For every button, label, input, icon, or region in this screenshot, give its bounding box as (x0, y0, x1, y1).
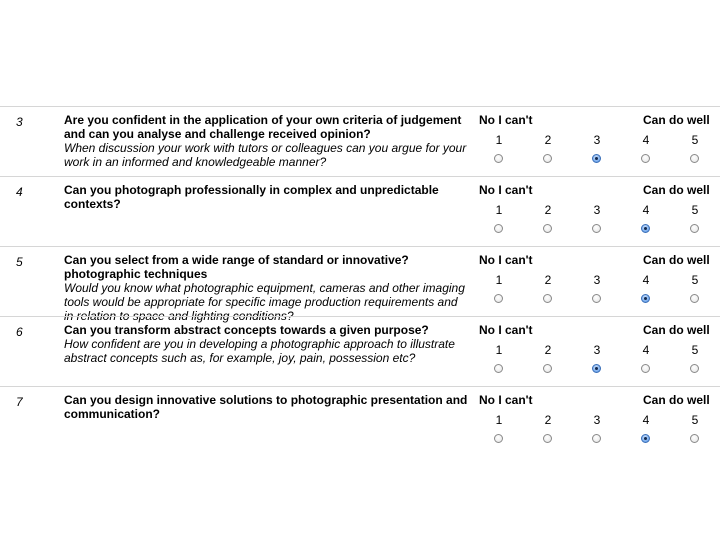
question-number: 6 (16, 325, 23, 339)
question-number: 5 (16, 255, 23, 269)
question-help: When discussion your work with tutors or colleagues can you argue for your work in an informed and knowledgeable manner? (64, 141, 467, 169)
radio-option-1[interactable] (494, 154, 503, 163)
radio-option-5[interactable] (690, 294, 699, 303)
radio-option-3[interactable] (592, 364, 601, 373)
question-row (0, 106, 720, 176)
radio-option-4[interactable] (641, 154, 650, 163)
question-text (64, 113, 469, 169)
option-number: 5 (691, 413, 699, 427)
question-number: 3 (16, 115, 23, 129)
option-number: 1 (495, 273, 503, 287)
option-number: 2 (544, 273, 552, 287)
question-text (64, 323, 469, 365)
question-help: How confident are you in developing a photographic approach to illustrate abstract concepts such as, for example, joy, pain, possession etc? (64, 337, 455, 365)
option-number: 1 (495, 133, 503, 147)
radio-option-2[interactable] (543, 294, 552, 303)
question-number: 4 (16, 185, 23, 199)
scale-high-label: Can do well (643, 323, 710, 337)
scale-high-label: Can do well (643, 253, 710, 267)
option-number: 2 (544, 133, 552, 147)
question-text (64, 253, 469, 323)
question-row (0, 316, 720, 386)
scale-low-label: No I can't (479, 113, 533, 127)
radio-option-4[interactable] (641, 294, 650, 303)
option-number: 5 (691, 273, 699, 287)
radio-option-1[interactable] (494, 434, 503, 443)
survey-form (0, 106, 720, 456)
option-number: 2 (544, 343, 552, 357)
question-title: Can you design innovative solutions to photographic presentation and communication? (64, 393, 468, 421)
option-number: 4 (642, 203, 650, 217)
radio-option-4[interactable] (641, 364, 650, 373)
scale-low-label: No I can't (479, 323, 533, 337)
option-number: 4 (642, 413, 650, 427)
scale-low-label: No I can't (479, 253, 533, 267)
radio-option-1[interactable] (494, 364, 503, 373)
radio-option-2[interactable] (543, 434, 552, 443)
option-number: 4 (642, 273, 650, 287)
radio-option-2[interactable] (543, 364, 552, 373)
radio-option-1[interactable] (494, 294, 503, 303)
option-number: 2 (544, 413, 552, 427)
option-number: 3 (593, 273, 601, 287)
option-number: 1 (495, 343, 503, 357)
scale-low-label: No I can't (479, 183, 533, 197)
radio-option-3[interactable] (592, 154, 601, 163)
question-help: Would you know what photographic equipment, cameras and other imaging tools would be appropriate for specific image production requirements and in relation to space and lighting conditions? (64, 281, 465, 323)
radio-option-2[interactable] (543, 224, 552, 233)
scale-high-label: Can do well (643, 183, 710, 197)
scale-high-label: Can do well (643, 113, 710, 127)
radio-option-5[interactable] (690, 364, 699, 373)
option-number: 2 (544, 203, 552, 217)
radio-option-5[interactable] (690, 224, 699, 233)
question-title: Can you select from a wide range of standard or innovative? photographic techniques (64, 253, 409, 281)
radio-option-4[interactable] (641, 224, 650, 233)
scale-high-label: Can do well (643, 393, 710, 407)
option-number: 3 (593, 343, 601, 357)
option-number: 3 (593, 203, 601, 217)
radio-option-3[interactable] (592, 224, 601, 233)
scale-low-label: No I can't (479, 393, 533, 407)
question-row (0, 176, 720, 246)
option-number: 4 (642, 133, 650, 147)
radio-option-1[interactable] (494, 224, 503, 233)
option-number: 1 (495, 413, 503, 427)
question-title: Can you transform abstract concepts towards a given purpose? (64, 323, 429, 337)
question-text (64, 393, 469, 421)
radio-option-4[interactable] (641, 434, 650, 443)
option-number: 4 (642, 343, 650, 357)
radio-option-2[interactable] (543, 154, 552, 163)
radio-option-5[interactable] (690, 154, 699, 163)
radio-option-3[interactable] (592, 434, 601, 443)
option-number: 1 (495, 203, 503, 217)
question-row (0, 386, 720, 456)
radio-option-3[interactable] (592, 294, 601, 303)
option-number: 5 (691, 133, 699, 147)
option-number: 5 (691, 343, 699, 357)
question-row (0, 246, 720, 323)
question-number: 7 (16, 395, 23, 409)
question-title: Are you confident in the application of your own criteria of judgement and can you analyse and challenge received opinion? (64, 113, 462, 141)
radio-option-5[interactable] (690, 434, 699, 443)
question-text (64, 183, 469, 211)
option-number: 5 (691, 203, 699, 217)
option-number: 3 (593, 133, 601, 147)
question-title: Can you photograph professionally in complex and unpredictable contexts? (64, 183, 439, 211)
option-number: 3 (593, 413, 601, 427)
